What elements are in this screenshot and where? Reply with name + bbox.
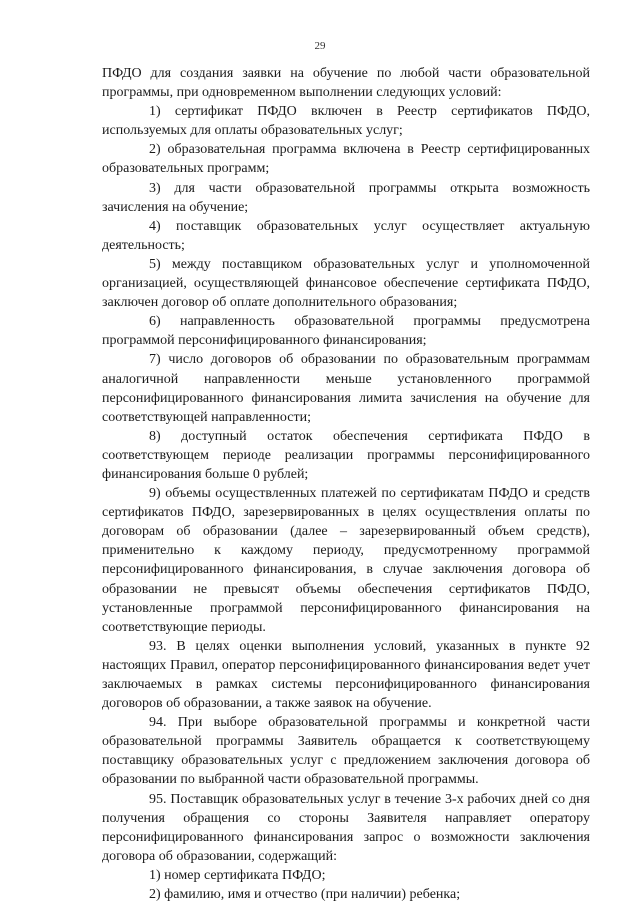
paragraph-condition-2: 2) образовательная программа включена в Реестр сертифицированных образовательных программ; bbox=[102, 142, 590, 177]
paragraph-condition-9: 9) объемы осуществленных платежей по сертификатам ПФДО и средств сертификатов ПФДО, зарезервированных в целях осуществления оплаты по договорам об образовании (далее – зарезервированный объем средств), применительно к каждому периоду, предусмотренному программой персонифицированного финансирования, в случае заключения договора об образовании не превысят объемы обеспечения сертификатов ПФДО, установленные программой персонифицированного финансирования на соответствующие периоды. bbox=[102, 486, 590, 635]
paragraph-condition-1: 1) сертификат ПФДО включен в Реестр сертификатов ПФДО, используемых для оплаты образовательных услуг; bbox=[102, 104, 590, 139]
paragraph-clause-94: 94. При выборе образовательной программы и конкретной части образовательной программы Заявитель обращается к соответствующему поставщику образовательных услуг с предложением заключения договора об образовании по выбранной части образовательной программы. bbox=[102, 715, 590, 788]
paragraph-request-item-2: 2) фамилию, имя и отчество (при наличии) ребенка; bbox=[149, 887, 461, 903]
paragraph-condition-3: 3) для части образовательной программы открыта возможность зачисления на обучение; bbox=[102, 180, 590, 215]
page-number: 29 bbox=[314, 40, 326, 52]
paragraph-clause-95: 95. Поставщик образовательных услуг в течение 3-х рабочих дней со дня получения обращения со стороны Заявителя направляет оператору персонифицированного финансирования запрос о возможности заключения договора об образовании, содержащий: bbox=[102, 791, 590, 864]
paragraph-request-item-1: 1) номер сертификата ПФДО; bbox=[149, 867, 326, 883]
paragraph-condition-5: 5) между поставщиком образовательных услуг и уполномоченной организацией, осуществляющей финансовое обеспечение сертификата ПФДО, заключен договор об оплате дополнительного образования; bbox=[102, 256, 590, 311]
paragraph-condition-6: 6) направленность образовательной программы предусмотрена программой персонифицированного финансирования; bbox=[102, 314, 590, 349]
document-body bbox=[102, 64, 590, 904]
paragraph-condition-4: 4) поставщик образовательных услуг осуществляет актуальную деятельность; bbox=[102, 218, 590, 253]
paragraph-condition-8: 8) доступный остаток обеспечения сертификата ПФДО в соответствующем периоде реализации программы персонифицированного финансирования больше 0 рублей; bbox=[102, 428, 590, 482]
paragraph-clause-93: 93. В целях оценки выполнения условий, указанных в пункте 92 настоящих Правил, оператор персонифицированного финансирования ведет учет заключаемых в рамках системы персонифицированного финансирования договоров об образовании, а также заявок на обучение. bbox=[102, 638, 590, 712]
paragraph-condition-7: 7) число договоров об образовании по образовательным программам аналогичной направленности меньше установленного программой персонифицированного финансирования лимита зачисления на обучение для соответствующей направленности; bbox=[102, 352, 590, 425]
paragraph-intro: ПФДО для создания заявки на обучение по любой части образовательной программы, при одновременном выполнении следующих условий: bbox=[102, 66, 590, 101]
